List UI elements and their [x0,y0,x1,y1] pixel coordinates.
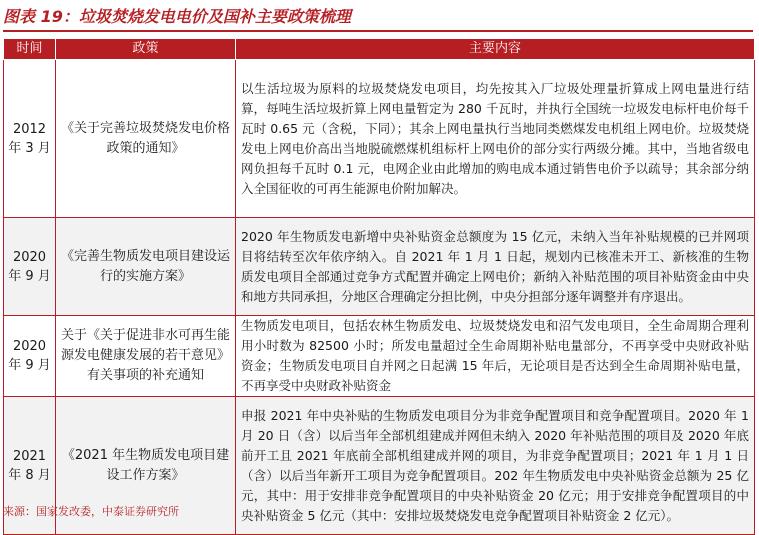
row-content: 申报 2021 年中央补贴的生物质发电项目分为非竞争配置项目和竞争配置项目。2020 年 1 月 20 日（含）以后当年全部机组建成并网但未纳入 2020 年补贴范围的项目及 2020 年底前开工且 2021 年底前全部机组建成并网的项目，为非竞争配置项目；2021 年 1 月 1 日（含）以后当年新开工项目为竞争配置项目。202 年生物质发电中央补贴资金总额为 25 亿元，其中：用于安排非竞争配置项目的中央补贴资金 20 亿元；用于安排竞争配置项目的中央补贴资金 5 亿元（其中：安排垃圾焚烧发电竞争配置项目补贴资金 2 亿元）。 [236,397,755,535]
row-policy: 《2021 年生物质发电项目建设工作方案》 [56,397,236,535]
figure-title: 图表 19：垃圾焚烧发电电价及国补主要政策梳理 [3,4,753,32]
table-row [4,316,755,397]
policy-table [3,38,755,535]
header-policy: 政策 [56,39,236,60]
row-time: 2012 年 3 月 [4,60,56,218]
row-time: 2021 年 8 月 [4,397,56,535]
row-content: 2020 年生物质发电新增中央补贴资金总额度为 15 亿元，未纳入当年补贴规模的已并网项目将结转至次年依序纳入。自 2021 年 1 月 1 日起，规划内已核准未开工、新核准的生物质发电项目全部通过竞争方式配置并确定上网电价；新纳入补贴范围的项目补贴资金由中央和地方共同承担，分地区合理确定分担比例，中央分担部分逐年调整并有序退出。 [236,218,755,316]
table-header-row [4,39,755,60]
header-time: 时间 [4,39,56,60]
row-content: 以生活垃圾为原料的垃圾焚烧发电项目，均先按其入厂垃圾处理量折算成上网电量进行结算，每吨生活垃圾折算上网电量暂定为 280 千瓦时，并执行全国统一垃圾发电标杆电价每千瓦时 0.65 元（含税，下同）；其余上网电量执行当地同类燃煤发电机组上网电价。垃圾焚烧发电上网电价高出当地脱硫燃煤机组标杆上网电价的部分实行两级分摊。其中，当地省级电网负担每千瓦时 0.1 元，电网企业由此增加的购电成本通过销售电价予以疏导；其余部分纳入全国征收的可再生能源电价附加解决。 [236,60,755,218]
row-policy: 关于《关于促进非水可再生能源发电健康发展的若干意见》有关事项的补充通知 [56,316,236,397]
header-content: 主要内容 [236,39,755,60]
table-row [4,218,755,316]
row-policy: 《完善生物质发电项目建设运行的实施方案》 [56,218,236,316]
row-policy: 《关于完善垃圾焚烧发电价格政策的通知》 [56,60,236,218]
table-row [4,60,755,218]
row-time: 2020 年 9 月 [4,218,56,316]
row-content: 生物质发电项目，包括农林生物质发电、垃圾焚烧发电和沼气发电项目，全生命周期合理利用小时数为 82500 小时；所发电量超过全生命周期补贴电量部分，不再享受中央财政补贴资金；生物质发电项目自并网之日起满 15 年后，无论项目是否达到全生命周期补贴电量，不再享受中央财政补贴资金 [236,316,755,397]
source-note: 来源：国家发改委，中泰证券研究所 [3,505,179,518]
row-time: 2020 年 9 月 [4,316,56,397]
